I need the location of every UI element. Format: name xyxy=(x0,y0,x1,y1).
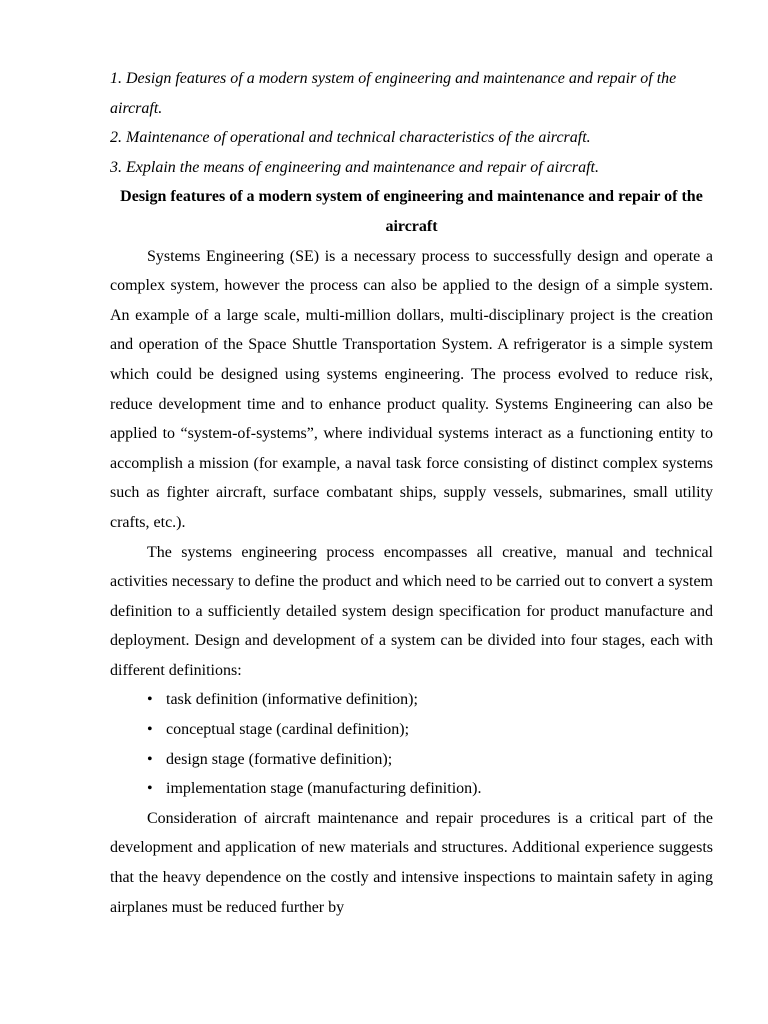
section-heading: Design features of a modern system of engineering and maintenance and repair of the aircraft xyxy=(120,188,703,235)
bullet-icon: • xyxy=(147,721,153,739)
list-item-text: conceptual stage (cardinal definition); xyxy=(166,721,410,739)
list-item xyxy=(147,774,713,804)
list-item-text: design stage (formative definition); xyxy=(166,750,393,768)
bullet-icon: • xyxy=(147,750,153,768)
paragraph-process: The systems engineering process encompasses all creative, manual and technical activities necessary to define the product and which need to be carried out to convert a system definition to a sufficiently detailed system design specification for product manufacture and deployment. Design and development of a system can be divided into four stages, each with different definitions: xyxy=(110,543,713,679)
paragraph-maintenance: Consideration of aircraft maintenance and repair procedures is a critical part of the development and application of new materials and structures. Additional experience suggests that the heavy dependence on the costly and intensive inspections to maintain safety in aging airplanes must be reduced further by xyxy=(110,809,713,916)
bullet-icon: • xyxy=(147,691,153,709)
paragraph-systems-engineering: Systems Engineering (SE) is a necessary process to successfully design and operate a complex system, however the process can also be applied to the design of a simple system. An example of a large scale, multi-million dollars, multi-disciplinary project is the creation and operation of the Space Shuttle Transportation System. A refrigerator is a simple system which could be designed using systems engineering. The process evolved to reduce risk, reduce development time and to enhance product quality. Systems Engineering can also be applied to “system-of-systems”, where individual systems interact as a functioning entity to accomplish a mission (for example, a naval task force consisting of distinct complex systems such as fighter aircraft, surface combatant ships, supply vessels, submarines, small utility crafts, etc.). xyxy=(110,247,713,531)
list-item-text: implementation stage (manufacturing definition). xyxy=(166,780,482,798)
numbered-item-2: 2. Maintenance of operational and technical characteristics of the aircraft. xyxy=(110,129,591,147)
bullet-icon: • xyxy=(147,780,153,798)
document-page xyxy=(110,64,713,922)
list-item xyxy=(147,685,713,715)
numbered-item-3: 3. Explain the means of engineering and maintenance and repair of aircraft. xyxy=(110,158,599,176)
list-item xyxy=(147,715,713,745)
numbered-item-1: 1. Design features of a modern system of engineering and maintenance and repair of the aircraft. xyxy=(110,70,677,117)
list-item-text: task definition (informative definition); xyxy=(166,691,418,709)
stages-list xyxy=(110,685,713,803)
list-item xyxy=(147,745,713,775)
